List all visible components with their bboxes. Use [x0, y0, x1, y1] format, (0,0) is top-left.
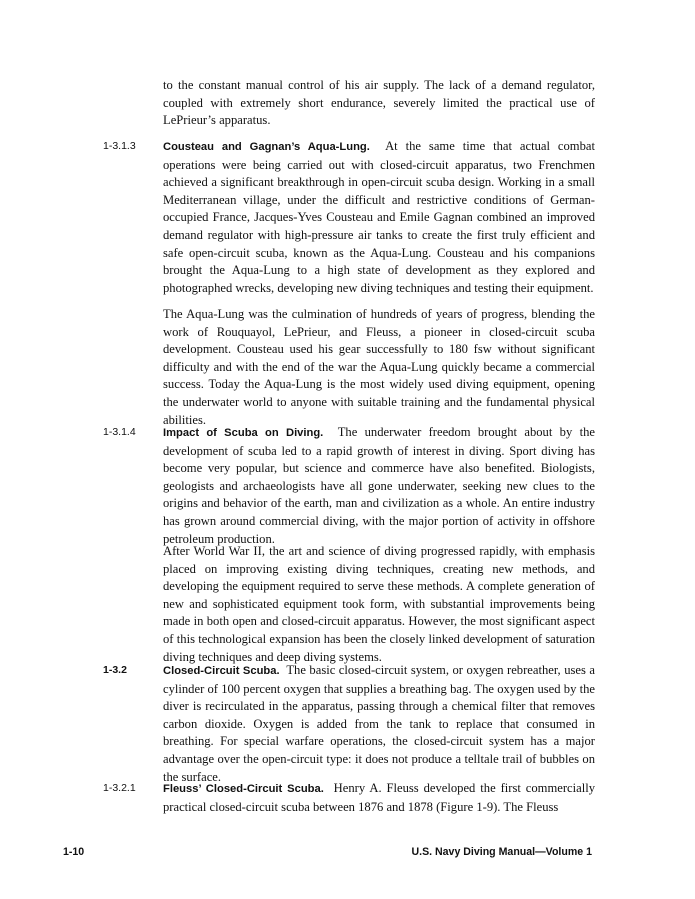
- paragraph-text: to the constant manual control of his air supply. The lack of a demand regulator, coupled with extremely short endurance, severely limited the practical use of LePrieur’s apparatus.: [163, 78, 595, 128]
- paragraph-text: At the same time that actual combat operations were being carried out with closed-circuit apparatus, two Frenchmen achieved a significant breakthrough in open-circuit scuba design. Working in a small Mediterranean village, under the difficult and restrictive conditions of German-occupied France, Jacques-Yves Cousteau and Emile Gagnan combined an improved demand regulator with high-pressure air tanks to create the first truly efficient and safe open-circuit scuba, known as the Aqua-Lung. Cousteau and his companions brought the Aqua-Lung to a high state of development as they explored and photographed wrecks, developing new diving techniques and testing their equipment.: [163, 139, 595, 295]
- section-number-1-3-2: 1-3.2: [103, 664, 127, 676]
- paragraph-text: The basic closed-circuit system, or oxygen rebreather, uses a cylinder of 100 percent oxygen that supplies a breathing bag. The oxygen used by the diver is recirculated in the apparatus, passing through a chemical filter that removes carbon dioxide. Oxygen is added from the tank to replace that consumed in breathing. For special warfare operations, the closed-circuit system has a major advantage over the open-circuit type: it does not produce a telltale trail of bubbles on the surface.: [163, 663, 595, 784]
- section-1-3-2: [163, 662, 595, 786]
- section-heading: Fleuss’ Closed-Circuit Scuba.: [163, 783, 324, 795]
- body-paragraph-aqua-lung: [163, 306, 595, 429]
- section-heading: Cousteau and Gagnan’s Aqua-Lung.: [163, 141, 370, 153]
- body-paragraph-continuation: [163, 77, 595, 130]
- section-1-3-2-1: [163, 780, 595, 816]
- paragraph-text: After World War II, the art and science of diving progressed rapidly, with emphasis placed on improving existing diving techniques, creating new methods, and developing the equipment required to serve these methods. A complete generation of new and sophisticated equipment took form, with substantial improvements being made in both open and closed-circuit apparatus. However, the most significant aspect of this technological expansion has been the closely linked development of saturation diving techniques and deep diving systems.: [163, 544, 595, 664]
- footer-page-number: 1-10: [63, 846, 85, 858]
- section-heading: Impact of Scuba on Diving.: [163, 427, 324, 439]
- section-number-1-3-2-1: 1-3.2.1: [103, 782, 136, 794]
- section-number-1-3-1-3: 1-3.1.3: [103, 140, 136, 152]
- body-paragraph-post-war: [163, 543, 595, 666]
- paragraph-text: Henry A. Fleuss developed the first commercially practical closed-circuit scuba between 1876 and 1878 (Figure 1-9). The Fleuss: [163, 781, 596, 814]
- paragraph-text: The underwater freedom brought about by the development of scuba led to a rapid growth of interest in diving. Sport diving has become very popular, but science and commerce have also benefited. Biologists, geologists and archaeologists have all gone underwater, seeking new clues to the origins and behavior of the earth, man and civilization as a whole. An entire industry has grown around commercial diving, with the major portion of activity in offshore petroleum production.: [163, 425, 595, 546]
- section-heading: Closed-Circuit Scuba.: [163, 665, 280, 677]
- section-1-3-1-3: [163, 138, 595, 297]
- section-number-1-3-1-4: 1-3.1.4: [103, 426, 136, 438]
- footer-publication-title: U.S. Navy Diving Manual—Volume 1: [411, 846, 592, 858]
- section-1-3-1-4: [163, 424, 595, 548]
- paragraph-text: The Aqua-Lung was the culmination of hundreds of years of progress, blending the work of Rouquayol, LePrieur, and Fleuss, a pioneer in closed-circuit scuba development. Cousteau used his gear successfully to 180 fsw without significant difficulty and with the end of the war the Aqua-Lung quickly became a commercial success. Today the Aqua-Lung is the most widely used diving equipment, opening the underwater world to anyone with suitable training and the fundamental physical abilities.: [163, 307, 595, 427]
